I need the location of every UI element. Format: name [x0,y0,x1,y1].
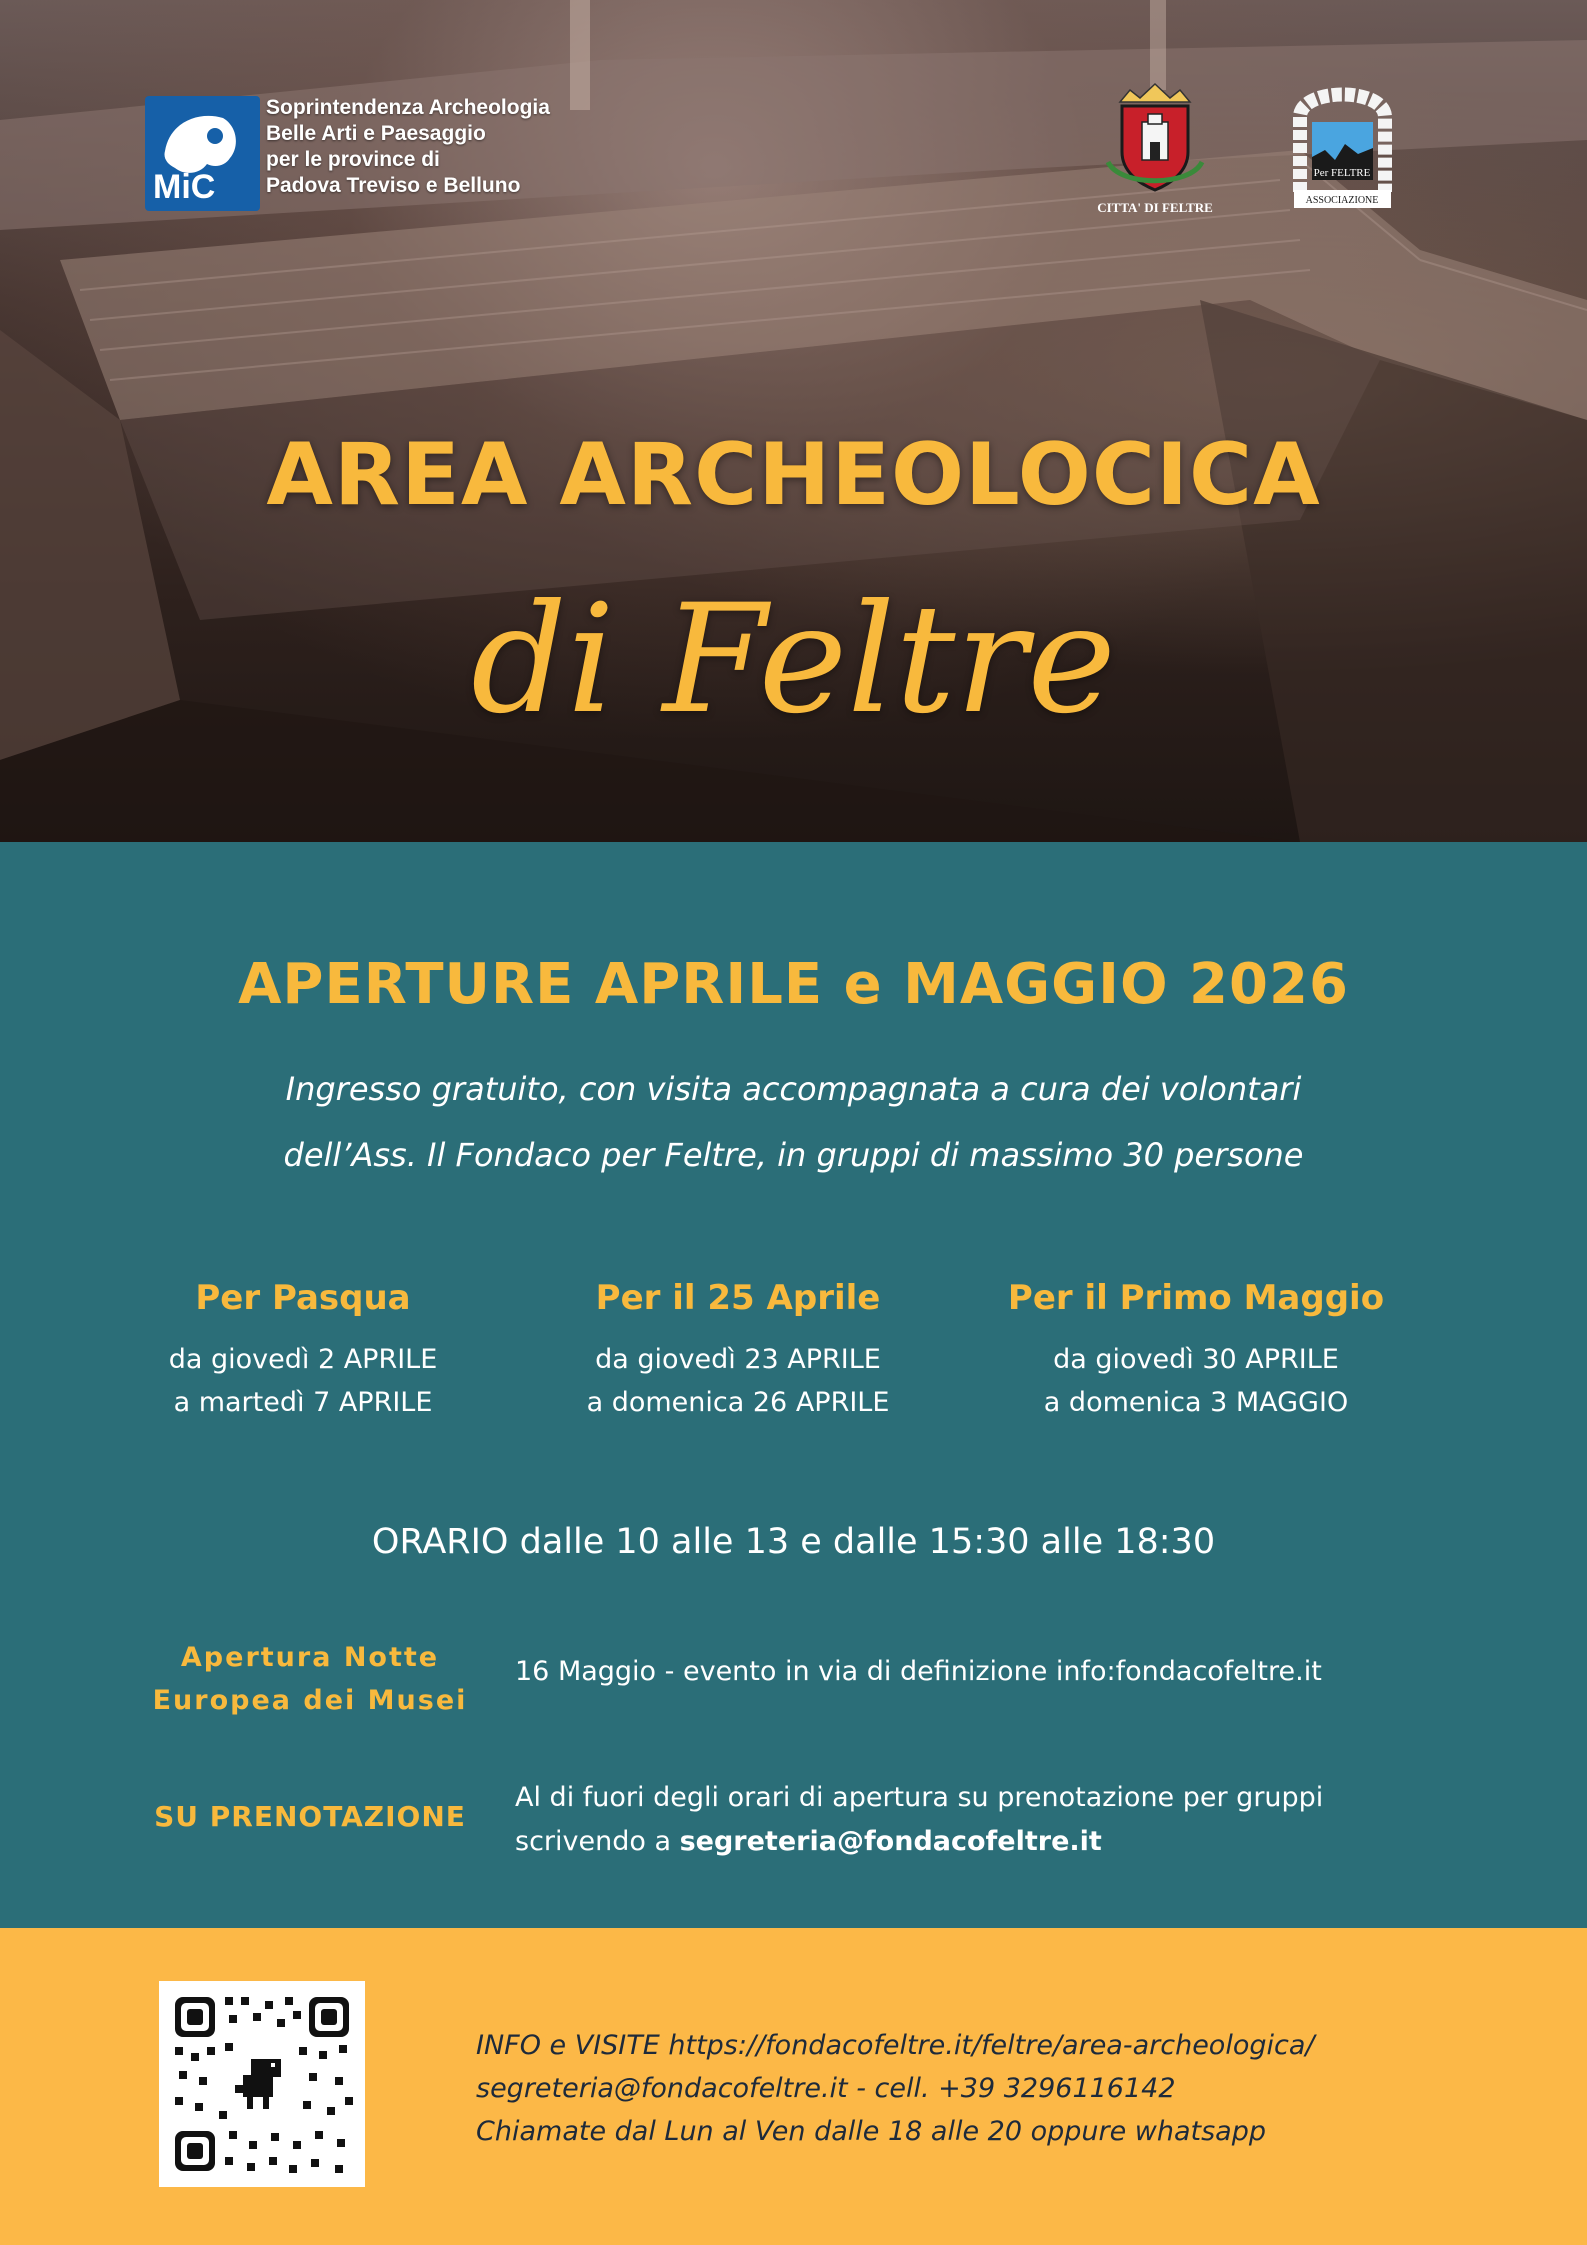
prenotazione-label: SU PRENOTAZIONE [154,1800,466,1833]
hero-title: AREA ARCHEOLOCICA [266,425,1321,525]
prenotazione-line: Al di fuori degli orari di apertura su prenotazione per gruppi [515,1782,1324,1813]
feltre-caption: CITTA' DI FELTRE [1097,200,1213,215]
arch-emblem-icon [1290,72,1395,212]
notte-label-line: Europea dei Musei [152,1685,468,1716]
period-title: Per il 25 Aprile [595,1278,881,1318]
intro-line: dell’Ass. Il Fondaco per Feltre, in gruppi di massimo 30 persone [283,1136,1304,1174]
openings-heading: APERTURE APRILE e MAGGIO 2026 [238,952,1349,1017]
assoc-caption-bottom: ASSOCIAZIONE [1305,195,1379,206]
soprintendenza-line: per le province di [266,148,440,171]
period-line: a martedì 7 APRILE [173,1387,433,1418]
prenotazione-prefix: scrivendo a [515,1826,680,1857]
notte-label-line: Apertura Notte [180,1642,440,1673]
contact-line-website[interactable]: INFO e VISITE https://fondacofeltre.it/feltre/area-archeologica/ [476,2030,1315,2061]
prenotazione-email-link[interactable]: segreteria@fondacofeltre.it [679,1826,1102,1857]
assoc-caption-top: Per FELTRE [1313,167,1371,179]
period-line: a domenica 26 APRILE [586,1387,890,1418]
qr-code[interactable] [159,1981,365,2187]
mic-logo [145,96,260,211]
period-pasqua [53,1278,553,1424]
associazione-logo [1290,72,1395,212]
intro-text [0,1056,1587,1188]
period-25-aprile [488,1278,988,1424]
opening-hours: ORARIO dalle 10 alle 13 e dalle 15:30 alle 18:30 [371,1522,1216,1562]
period-title: Per Pasqua [195,1278,411,1318]
notte-musei-label [140,1636,480,1722]
mic-label: MiC [153,168,216,206]
period-title: Per il Primo Maggio [1007,1278,1385,1318]
hero-section [0,0,1587,842]
hero-subtitle: di Feltre [470,573,1117,747]
period-line: da giovedì 2 APRILE [168,1344,438,1375]
citta-di-feltre-logo [1090,72,1220,222]
notte-musei-text: 16 Maggio - evento in via di definizione info:fondacofeltre.it [515,1656,1322,1687]
contact-info [476,2024,1314,2153]
period-line: a domenica 3 MAGGIO [1043,1387,1349,1418]
period-line: da giovedì 30 APRILE [1053,1344,1339,1375]
prenotazione-line [515,1820,1323,1864]
qr-code-icon [159,1981,365,2187]
intro-line: Ingresso gratuito, con visita accompagnata a cura dei volontari [285,1070,1302,1108]
period-line: da giovedì 23 APRILE [595,1344,881,1375]
contact-line-hours: Chiamate dal Lun al Ven dalle 18 alle 20 oppure whatsapp [476,2116,1267,2147]
soprintendenza-line: Soprintendenza Archeologia [266,96,550,119]
soprintendenza-line: Belle Arti e Paesaggio [266,122,486,145]
soprintendenza-text [266,95,550,199]
contact-line-email-phone[interactable]: segreteria@fondacofeltre.it - cell. +39 3296116142 [476,2073,1176,2104]
prenotazione-text [515,1776,1323,1864]
coat-of-arms-icon [1090,72,1220,202]
period-primo-maggio [946,1278,1446,1424]
soprintendenza-line: Padova Treviso e Belluno [266,174,521,197]
